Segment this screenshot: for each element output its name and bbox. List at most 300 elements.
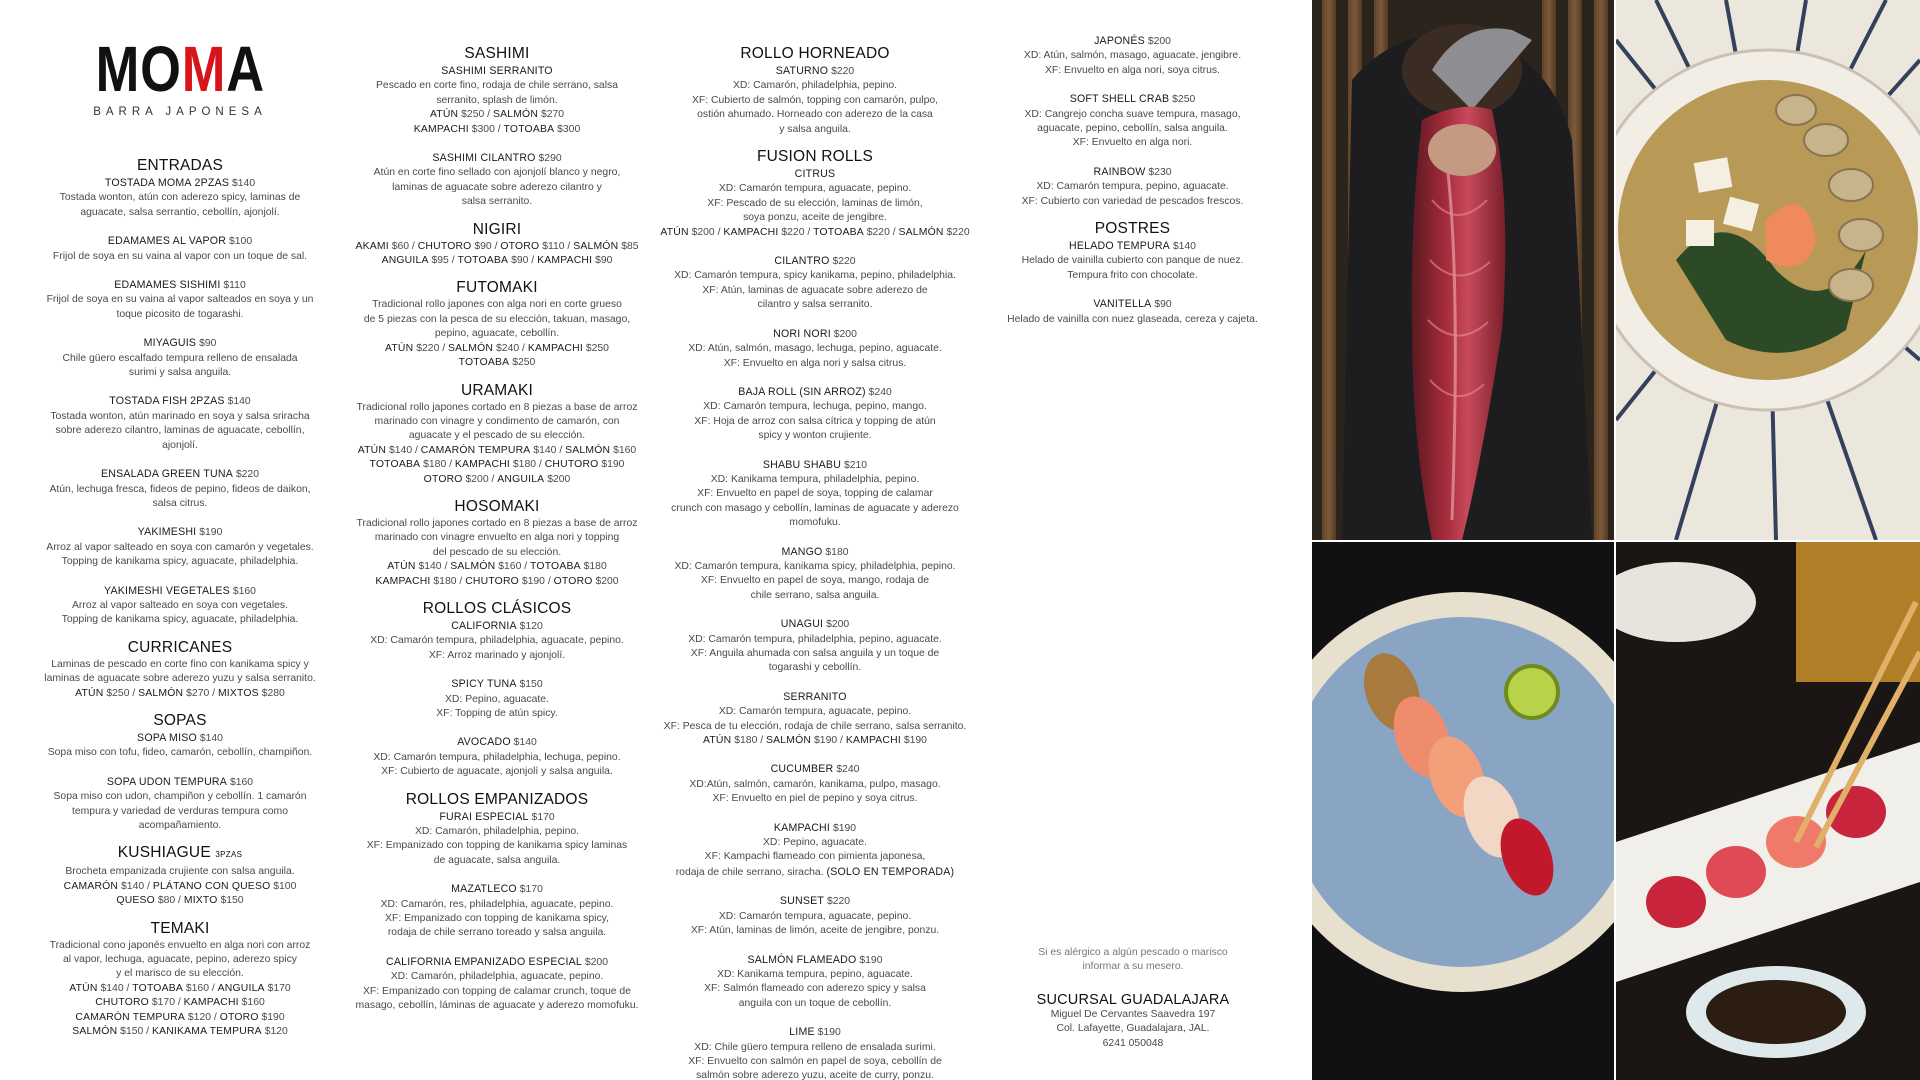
price-option-name: SALMÓN <box>766 735 812 747</box>
menu-item-name: CITRUS <box>794 168 836 181</box>
menu-item-name: VANITELLA <box>1093 298 1152 311</box>
menu-item-header <box>660 821 970 836</box>
price-line: TOTOABA $180 / KAMPACHI $180 / CHUTORO $190 <box>369 459 625 471</box>
menu-item-price: $140 <box>232 178 256 189</box>
menu-item-description: al vapor, lechuga, aguacate, pepino, aderezo spicy <box>63 954 297 966</box>
menu-item-header <box>1000 34 1265 49</box>
menu-item <box>352 240 642 269</box>
price-option-name: KAMPACHI <box>537 255 593 267</box>
menu-item-description: XF: Envuelto en piel de pepino y soya citrus. <box>712 793 918 805</box>
menu-item <box>40 278 320 322</box>
menu-item-description: XD: Camarón tempura, aguacate, pepino. <box>718 183 912 195</box>
price-option-name: ANGUILA <box>381 255 429 267</box>
menu-item-description: XD: Camarón tempura, philadelphia, pepino, aguacate. <box>688 633 942 645</box>
price-line: ATÚN $200 / KAMPACHI $220 / TOTOABA $220 / SALMÓN $220 <box>660 226 970 238</box>
section-title-text: KUSHIAGUE <box>117 844 211 862</box>
menu-item-header <box>352 735 642 750</box>
price-option-value: $200 <box>547 473 571 485</box>
menu-item-name: FURAI ESPECIAL <box>439 810 529 823</box>
menu-item-price: $190 <box>859 954 883 966</box>
nigiri-photo <box>1312 542 1614 1080</box>
menu-item-description: Tempura frito con chocolate. <box>1067 269 1198 281</box>
menu-item-name: AVOCADO <box>457 736 511 749</box>
price-option-name: TOTOABA <box>458 357 510 369</box>
menu-item-description: XF: Atún, laminas de limón, aceite de jengibre, ponzu. <box>690 925 940 937</box>
menu-item <box>352 677 642 721</box>
menu-item <box>352 517 642 589</box>
menu-item-name: JAPONÉS <box>1094 35 1145 47</box>
menu-item-description: XF: Envuelto en alga nori, soya citrus. <box>1045 64 1220 76</box>
menu-item-name: UNAGUI <box>780 618 824 631</box>
price-option-name: KAMPACHI <box>413 123 469 135</box>
price-line: ATÚN $250 / SALMÓN $270 / MIXTOS $280 <box>75 687 285 699</box>
section-title <box>352 599 642 618</box>
price-option-name: CHUTORO <box>95 997 149 1009</box>
menu-item <box>352 401 642 487</box>
menu-item-name: SOPA UDON TEMPURA <box>106 775 228 788</box>
menu-item-description: Sopa miso con udon, champiñon y cebollín. 1 camarón <box>53 791 307 803</box>
section-title <box>1000 219 1265 238</box>
menu-item <box>660 167 970 240</box>
menu-item-description: XD: Kanikama tempura, pepino, aguacate. <box>717 968 913 980</box>
menu-item <box>40 865 320 908</box>
menu-item-description: soya ponzu, aceite de jengibre. <box>743 212 887 224</box>
price-option-value: $150 <box>220 895 244 907</box>
menu-item-header <box>660 953 970 968</box>
menu-item-name: MAZATLECO <box>451 883 517 896</box>
menu-item-name: KAMPACHI <box>773 821 831 834</box>
menu-item-header <box>352 151 642 166</box>
menu-item-description: Tradicional rollo japones cortado en 8 piezas a base de arroz <box>356 517 638 529</box>
menu-item-price: $210 <box>843 459 868 471</box>
price-option-name: SALMÓN <box>450 561 496 573</box>
price-option-name: TOTOABA <box>457 255 509 267</box>
price-option-value: $90 <box>511 255 529 267</box>
price-line: CAMARÓN TEMPURA $120 / OTORO $190 <box>75 1011 285 1023</box>
menu-item <box>660 385 970 444</box>
price-option-value: $120 <box>264 1026 288 1038</box>
price-option-name: TOTOABA <box>813 226 864 238</box>
price-option-name: TOTOABA <box>503 123 555 135</box>
section-title <box>352 220 642 239</box>
menu-item-price: $220 <box>832 256 856 268</box>
section-title <box>352 381 642 400</box>
menu-item <box>40 525 320 569</box>
price-option-name: OTORO <box>553 575 593 587</box>
menu-item-description: XD: Atún, salmón, masago, aguacate, jengibre. <box>1023 50 1242 62</box>
price-option-value: $60 <box>391 240 410 252</box>
branch-address-line: Col. Lafayette, Guadalajara, JAL. <box>1056 1023 1210 1035</box>
price-option-name: SALMÓN <box>72 1026 118 1038</box>
menu-item <box>660 690 970 749</box>
menu-item-name: SHABU SHABU <box>762 458 842 471</box>
price-option-value: $200 <box>595 575 619 587</box>
menu-item-description: Arroz al vapor salteado en soya con vegetales. <box>71 599 289 611</box>
section-title-text: SASHIMI <box>464 45 530 62</box>
menu-item-name: SOPA MISO <box>137 731 197 744</box>
price-option-value: $100 <box>273 880 297 892</box>
menu-item-name: MANGO <box>781 545 823 558</box>
menu-item-header <box>1000 297 1265 312</box>
price-option-name: KAMPACHI <box>375 575 431 587</box>
price-option-value: $250 <box>585 342 609 354</box>
menu-item <box>352 810 642 869</box>
menu-item-price: $140 <box>227 396 251 408</box>
menu-item-price: $200 <box>1147 36 1171 47</box>
menu-item-description: Tradicional cono japonés envuelto en alga nori con arroz <box>49 939 311 951</box>
price-option-value: $220 <box>416 342 440 354</box>
menu-item-description: cilantro y salsa serranito. <box>757 299 873 311</box>
menu-item-name: SOFT SHELL CRAB <box>1069 93 1170 106</box>
menu-item-description: XF: Atún, laminas de aguacate sobre aderezo de <box>702 284 928 296</box>
section-title <box>660 147 970 166</box>
menu-item-name: NORI NORI <box>773 327 831 340</box>
menu-item-header <box>660 458 970 473</box>
menu-item-header <box>40 525 320 540</box>
section-title <box>352 790 642 809</box>
menu-item-description: surimi y salsa anguila. <box>128 367 232 379</box>
menu-item-description: salsa serranito. <box>461 196 533 208</box>
menu-item-description: anguila con un toque de cebollín. <box>738 997 892 1009</box>
menu-item-description: marinado con vinagre envuelto en alga nori y topping <box>374 532 620 544</box>
section-title <box>660 44 970 63</box>
menu-item-description: XF: Cubierto de salmón, topping con camarón, pulpo, <box>691 94 939 106</box>
menu-item-description: crunch con masago y cebollín, laminas de aguacate y aderezo <box>671 502 959 514</box>
menu-item-description: XD: Camarón, philadelphia, aguacate, pepino. <box>390 971 604 983</box>
price-option-value: $140 <box>121 880 145 892</box>
menu-item <box>660 545 970 604</box>
menu-item-name: LIME <box>789 1026 815 1039</box>
price-option-name: SALMÓN <box>138 687 184 699</box>
menu-item-header <box>660 167 970 182</box>
price-option-value: $180 <box>512 459 537 471</box>
menu-item-price: $90 <box>199 338 217 350</box>
price-option-name: CAMARÓN TEMPURA <box>420 444 531 456</box>
price-option-value: $95 <box>431 255 449 267</box>
section-title <box>352 278 642 297</box>
menu-item-description: XD: Camarón tempura, lechuga, pepino, mango. <box>703 401 927 413</box>
menu-column-3 <box>660 34 970 1080</box>
menu-item-description: XF: Anguila ahumada con salsa anguila y un toque de <box>690 648 940 659</box>
allergy-notice: Si es alérgico a algún pescado o marisco informar a su mesero. <box>1038 947 1228 973</box>
menu-item <box>352 735 642 779</box>
menu-item-description: XF: Envuelto en alga nori. <box>1072 137 1193 149</box>
price-option-name: KAMPACHI <box>454 459 511 471</box>
price-option-value: $160 <box>498 561 522 573</box>
menu-item-description: Helado de vainilla cubierto con panque de nuez. <box>1021 255 1244 267</box>
menu-item-header <box>40 278 320 293</box>
price-option-name: ANGUILA <box>217 982 265 994</box>
menu-item-description: XF: Cubierto de aguacate, ajonjolí y salsa anguila. <box>381 766 613 778</box>
menu-item-header <box>40 176 320 191</box>
section-title-text: ROLLO HORNEADO <box>740 45 890 62</box>
menu-item-price: $240 <box>868 386 892 398</box>
menu-item-description: Topping de kanikama spicy, aguacate, philadelphia. <box>61 556 299 568</box>
menu-item-price: $290 <box>538 153 562 165</box>
price-option-name: SALMÓN <box>492 109 539 121</box>
menu-item-description: toque picosito de togarashi. <box>116 308 244 320</box>
price-option-value: $170 <box>151 997 175 1009</box>
menu-item-name: SASHIMI CILANTRO <box>432 152 536 165</box>
price-line <box>352 356 642 370</box>
menu-item-description: XF: Empanizado con topping de calamar crunch, toque de <box>362 985 631 997</box>
menu-item-description: XF: Kampachi flameado con pimienta japonesa, <box>704 851 926 863</box>
menu-item-name: ENSALADA GREEN TUNA <box>101 468 233 481</box>
menu-column-4 <box>1000 34 1265 327</box>
menu-item <box>1000 165 1265 209</box>
menu-item-description: XF: Envuelto con salmón en papel de soya, cebollín de <box>688 1055 942 1067</box>
menu-item-description: Pescado en corte fino, rodaja de chile serrano, salsa <box>375 80 618 92</box>
menu-item-header <box>40 467 320 482</box>
menu-item-description: XF: Pescado de su elección, laminas de limón, <box>707 197 923 209</box>
price-line: SALMÓN $150 / KANIKAMA TEMPURA $120 <box>72 1026 288 1038</box>
price-option-name: ATÚN <box>357 444 387 456</box>
menu-item-name: CALIFORNIA EMPANIZADO ESPECIAL <box>386 955 582 968</box>
menu-item <box>352 298 642 370</box>
menu-item <box>40 467 320 511</box>
menu-item-price: $140 <box>1172 241 1196 253</box>
menu-item-description: Atún en corte fino sellado con ajonjolí blanco y negro, <box>373 167 621 179</box>
price-option-name: SALMÓN <box>573 240 619 252</box>
price-option-name: PLÁTANO CON QUESO <box>152 880 271 892</box>
price-option-name: TOTOABA <box>369 459 421 471</box>
price-option-value: $180 <box>734 735 758 747</box>
price-option-value: $160 <box>241 997 265 1009</box>
menu-item-header <box>352 955 642 970</box>
menu-item-description: XD: Camarón tempura, aguacate, pepino. <box>718 706 912 718</box>
menu-item-description: XD: Cangrejo concha suave tempura, masago, <box>1024 108 1241 120</box>
menu-item <box>352 151 642 210</box>
section-title <box>40 843 320 864</box>
price-option-name: KAMPACHI <box>527 342 583 354</box>
menu-item <box>40 336 320 380</box>
price-option-name: KANIKAMA TEMPURA <box>151 1026 262 1038</box>
menu-item-description: Tradicional rollo japones con alga nori en corte grueso <box>372 299 622 311</box>
menu-item-header <box>1000 165 1265 180</box>
price-option-value: $90 <box>595 255 613 267</box>
section-title-text: SOPAS <box>153 711 207 729</box>
menu-item-name: SPICY TUNA <box>451 678 517 691</box>
price-option-value: $190 <box>521 575 545 587</box>
price-option-value: $110 <box>542 240 565 252</box>
menu-item <box>40 775 320 834</box>
menu-item-price: $100 <box>228 236 253 248</box>
menu-item-description: Tostada wonton, atún con aderezo spicy, laminas de <box>59 192 301 204</box>
price-option-name: ANGUILA <box>497 473 545 485</box>
menu-item-description: XD: Camarón tempura, aguacate, pepino. <box>718 910 912 922</box>
section-title-text: ROLLOS CLÁSICOS <box>422 599 572 617</box>
menu-item-header <box>352 64 642 79</box>
menu-item-description: salsa citrus. <box>152 497 208 509</box>
section-title-text: FUSION ROLLS <box>756 148 874 166</box>
menu-item-price: $220 <box>826 896 851 908</box>
tuna-photo <box>1312 0 1614 540</box>
menu-item-name: BAJA ROLL <box>738 385 797 398</box>
menu-item-header <box>660 762 970 777</box>
menu-item-description <box>660 865 970 880</box>
soup-photo <box>1616 0 1920 540</box>
price-line: CHUTORO $170 / KAMPACHI $160 <box>95 997 265 1009</box>
price-line: ATÚN $180 / SALMÓN $190 / KAMPACHI $190 <box>703 735 927 747</box>
price-option-value: $250 <box>106 687 130 699</box>
menu-item-description: Helado de vainilla con nuez glaseada, cereza y cajeta. <box>1007 313 1258 325</box>
price-option-value: $140 <box>418 561 442 573</box>
menu-item-tag: 2PZAS <box>194 177 230 189</box>
menu-item-price: $150 <box>519 679 543 691</box>
menu-item-header <box>1000 92 1265 107</box>
price-line: ATÚN $140 / CAMARÓN TEMPURA $140 / SALMÓN $160 <box>357 444 637 456</box>
section-title <box>40 638 320 657</box>
price-option-name: CHUTORO <box>417 240 472 252</box>
price-option-name: QUESO <box>116 895 155 907</box>
menu-item-description: del pescado de su elección. <box>432 546 562 558</box>
menu-item-description: Tostada wonton, atún marinado en soya y salsa sriracha <box>50 410 310 422</box>
price-line: KAMPACHI $180 / CHUTORO $190 / OTORO $200 <box>375 575 619 587</box>
price-option-value: $240 <box>496 342 520 354</box>
menu-item-name: YAKIMESHI VEGETALES <box>104 584 230 597</box>
menu-item <box>352 955 642 1014</box>
menu-item-header <box>660 64 970 79</box>
menu-item-price: $220 <box>831 66 855 77</box>
price-option-value: $190 <box>814 735 838 747</box>
menu-item-header <box>40 731 320 746</box>
menu-item-description: tempura y variedad de verduras tempura como <box>71 805 288 817</box>
menu-item-header <box>40 775 320 790</box>
section-title-text: HOSOMAKI <box>454 497 540 515</box>
price-option-value: $280 <box>261 687 285 699</box>
menu-item-description: XF: Topping de atún spicy. <box>436 708 558 719</box>
menu-item-description: de aguacate, salsa anguila. <box>433 854 561 866</box>
menu-item-name: SATURNO <box>775 65 829 77</box>
price-option-name: ATÚN <box>69 982 98 994</box>
branch-title: SUCURSAL GUADALAJARA <box>1036 992 1230 1008</box>
price-option-value: $250 <box>512 357 536 369</box>
menu-item-name: TOSTADA MOMA <box>104 177 192 189</box>
menu-item-price: $170 <box>531 811 555 823</box>
price-option-name: CAMARÓN <box>63 880 119 892</box>
menu-item <box>40 176 320 220</box>
section-title-text: POSTRES <box>1094 220 1171 238</box>
price-option-name: KAMPACHI <box>183 997 239 1009</box>
menu-item-description: laminas de aguacate sobre aderezo cilantro y <box>392 181 602 193</box>
menu-item-description: ajonjolí. <box>162 439 198 451</box>
logo-wordmark: MOMA <box>95 33 265 105</box>
price-option-value: $160 <box>185 982 209 994</box>
price-option-name: KAMPACHI <box>845 735 901 747</box>
price-option-name: SALMÓN <box>898 226 944 238</box>
menu-item-description: aguacate y el pescado de su elección. <box>408 430 586 442</box>
menu-item-description: XF: Empanizado con topping de kanikama spicy laminas <box>366 840 628 852</box>
price-line: CAMARÓN $140 / PLÁTANO CON QUESO $100 <box>63 880 297 892</box>
price-option-name: MIXTO <box>183 895 218 907</box>
menu-item-price: $190 <box>199 527 223 539</box>
price-option-name: CAMARÓN TEMPURA <box>75 1011 185 1023</box>
menu-item-header <box>660 894 970 909</box>
menu-item-description: XD: Kanikama tempura, philadelphia, pepino. <box>710 473 920 485</box>
menu-item-description: XD:Atún, salmón, camarón, kanikama, pulpo, masago. <box>689 778 941 790</box>
menu-item-description: Arroz al vapor salteado en soya con camarón y vegetales. <box>46 541 314 553</box>
price-option-value: $140 <box>389 444 413 456</box>
menu-item-name: CALIFORNIA <box>451 619 517 632</box>
menu-item <box>660 1025 970 1080</box>
menu-column-1 <box>40 34 320 1039</box>
price-option-value: $90 <box>474 240 492 252</box>
price-option-value: $180 <box>433 575 457 587</box>
menu-item-description: Laminas de pescado en corte fino con kanikama spicy y <box>51 658 309 670</box>
menu-item-description: XF: Empanizado con topping de kanikama spicy, <box>385 913 609 925</box>
price-option-value: $180 <box>583 561 607 573</box>
price-line: QUESO $80 / MIXTO $150 <box>116 895 244 907</box>
price-option-name: ATÚN <box>703 735 732 747</box>
menu-item-name: SALMÓN FLAMEADO <box>747 953 857 966</box>
price-option-value: $150 <box>120 1026 144 1038</box>
menu-item-name: YAKIMESHI <box>137 526 197 539</box>
menu-item-description: XD: Pepino, aguacate. <box>763 837 867 849</box>
menu-item-name: TOSTADA FISH <box>109 395 188 408</box>
menu-item-price: $220 <box>235 469 259 481</box>
menu-item-price: $200 <box>826 619 850 631</box>
price-option-name: KAMPACHI <box>723 226 779 238</box>
price-option-value: $200 <box>465 473 489 485</box>
price-line: AKAMI $60 / CHUTORO $90 / OTORO $110 / SALMÓN $85 <box>355 240 639 252</box>
menu-item-description: Tradicional rollo japones cortado en 8 piezas a base de arroz <box>356 401 638 413</box>
menu-item-description: aguacate, pepino, cebollín, salsa anguila. <box>1037 123 1228 135</box>
price-option-name: CHUTORO <box>465 575 519 587</box>
menu-item-price: $120 <box>519 620 543 632</box>
menu-item-description: Atún, lechuga fresca, fideos de pepino, fideos de daikon, <box>49 483 311 495</box>
menu-item <box>40 234 320 264</box>
section-title-text: NIGIRI <box>472 220 522 238</box>
price-option-name: MIXTOS <box>217 687 259 699</box>
menu-item <box>40 731 320 761</box>
menu-item-header <box>352 619 642 634</box>
menu-item-price: $160 <box>232 585 256 597</box>
menu-item-description: XF: Cubierto con variedad de pescados frescos. <box>1021 195 1244 207</box>
price-option-name: SALMÓN <box>448 342 494 354</box>
price-option-value: $80 <box>157 895 176 907</box>
price-option-value: $140 <box>100 982 124 994</box>
menu-item-description: masago, cebollín, láminas de aguacate y aderezo momofuku. <box>355 1000 639 1012</box>
price-option-value: $300 <box>471 123 495 135</box>
menu-item-name: EDAMAMES SISHIMI <box>114 279 221 292</box>
menu-item-price: $230 <box>1148 166 1172 178</box>
menu-item-description: de 5 piezas con la pesca de su elección, takuan, masago, <box>363 313 631 325</box>
price-option-value: $85 <box>621 240 639 252</box>
section-title-text: ENTRADAS <box>136 157 223 174</box>
menu-item-description: momofuku. <box>789 517 841 529</box>
menu-item-description: Sopa miso con tofu, fideo, camarón, cebollín, champiñon. <box>47 747 313 759</box>
menu-item-tag: (SIN ARROZ) <box>799 385 866 398</box>
price-option-name: OTORO <box>500 240 540 252</box>
menu-item-price: $160 <box>229 776 254 788</box>
price-option-value: $170 <box>267 982 291 994</box>
menu-item <box>660 762 970 806</box>
menu-item-description: XD: Camarón tempura, philadelphia, aguacate, pepino. <box>370 635 624 647</box>
price-option-value: $160 <box>613 444 637 456</box>
menu-item-description: XD: Camarón tempura, philadelphia, lechuga, pepino. <box>373 751 621 763</box>
menu-item-description: ostión ahumado. Horneado con aderezo de la casa <box>697 109 933 121</box>
price-option-value: $200 <box>691 226 715 238</box>
price-option-name: OTORO <box>219 1011 259 1023</box>
menu-item <box>40 939 320 1040</box>
menu-item-description: XF: Arroz marinado y ajonjolí. <box>428 649 566 661</box>
menu-item-description: XF: Salmón flameado con aderezo spicy y salsa <box>704 983 926 995</box>
menu-item-header <box>660 617 970 632</box>
section-title <box>352 44 642 63</box>
branch-address-line: Miguel De Cervantes Saavedra 197 <box>1050 1009 1216 1020</box>
menu-item-header <box>40 584 320 599</box>
menu-item-description: Frijol de soya en su vaina al vapor salteados en soya y un <box>46 294 314 306</box>
